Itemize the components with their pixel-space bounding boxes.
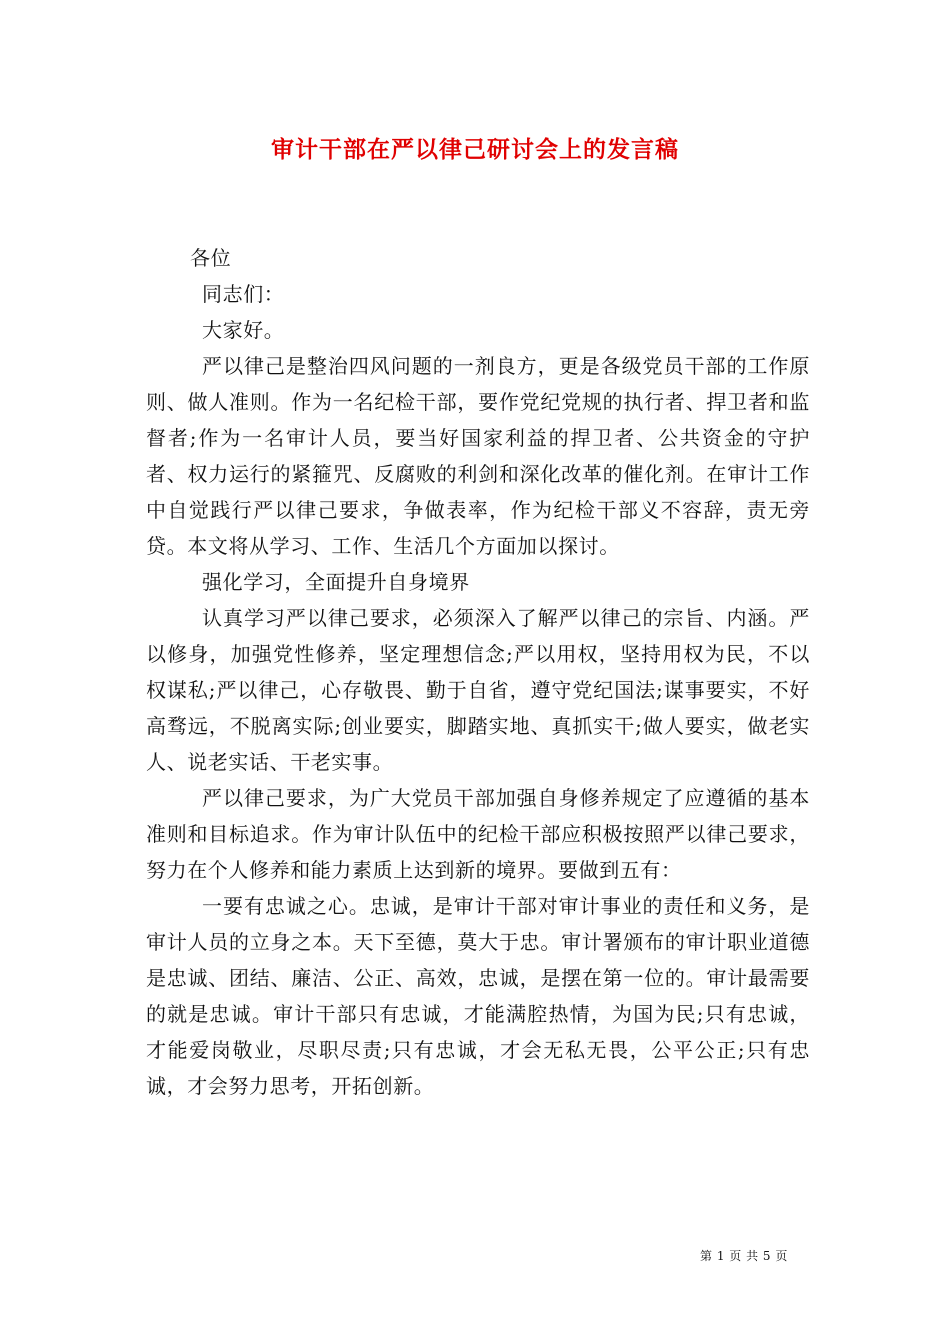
document-body [146,240,810,1104]
salutation-line-1: 各位 [190,246,232,270]
page-number-footer: 第 1 页 共 5 页 [700,1249,788,1263]
paragraph: 严以律己是整治四风问题的一剂良方，更是各级党员干部的工作原则、做人准则。作为一名纪检干部，要作党纪党规的执行者、捍卫者和监督者;作为一名审计人员，要当好国家利益的捍卫者、公共资金的守护者、权力运行的紧箍咒、反腐败的利剑和深化改革的催化剂。在审计工作中自觉践行严以律己要求，争做表率，作为纪检干部义不容辞，责无旁贷。本文将从学习、工作、生活几个方面加以探讨。 [146,354,810,558]
paragraph: 认真学习严以律己要求，必须深入了解严以律己的宗旨、内涵。严以修身，加强党性修养，坚定理想信念;严以用权，坚持用权为民，不以权谋私;严以律己，心存敬畏、勤于自省，遵守党纪国法;谋事要实，不好高骛远，不脱离实际;创业要实，脚踏实地、真抓实干;做人要实，做老实人、说老实话、干老实事。 [146,606,810,774]
document-title: 审计干部在严以律己研讨会上的发言稿 [271,136,679,163]
paragraph: 严以律己要求，为广大党员干部加强自身修养规定了应遵循的基本准则和目标追求。作为审计队伍中的纪检干部应积极按照严以律己要求，努力在个人修养和能力素质上达到新的境界。要做到五有： [146,786,810,882]
section-heading: 强化学习，全面提升自身境界 [202,570,470,594]
paragraph: 一要有忠诚之心。忠诚，是审计干部对审计事业的责任和义务，是审计人员的立身之本。天下至德，莫大于忠。审计署颁布的审计职业道德是忠诚、团结、廉洁、公正、高效，忠诚，是摆在第一位的。审计最需要的就是忠诚。审计干部只有忠诚，才能满腔热情，为国为民;只有忠诚，才能爱岗敬业，尽职尽责;只有忠诚，才会无私无畏，公平公正;只有忠诚，才会努力思考，开拓创新。 [146,894,810,1098]
salutation-line-2: 同志们： [202,282,285,306]
greeting-line: 大家好。 [202,318,285,342]
